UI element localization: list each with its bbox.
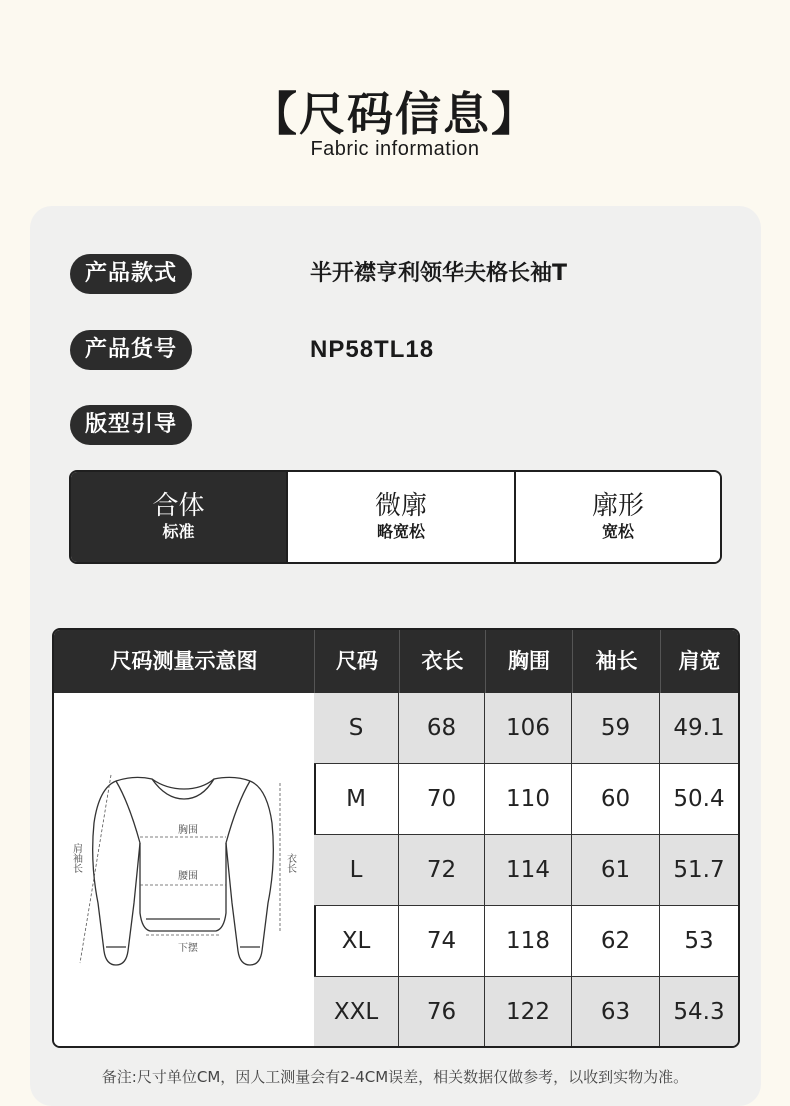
cell-length: 70: [399, 764, 485, 834]
header-chest: 胸围: [486, 630, 573, 693]
table-row: [314, 835, 738, 906]
item-number-value: NP58TL18: [310, 336, 435, 363]
cell-size: L: [314, 835, 399, 905]
hem-label: 下摆: [178, 943, 198, 954]
cell-length: 76: [399, 977, 485, 1047]
cell-length: 72: [399, 835, 485, 905]
table-row: [314, 906, 738, 977]
style-value: 半开襟亨利领华夫格长袖T: [310, 261, 568, 286]
page-subtitle: Fabric information: [310, 138, 480, 160]
cell-sleeve: 61: [572, 835, 660, 905]
page-title: 【尺码信息】: [251, 87, 539, 141]
cell-shoulder: 54.3: [673, 999, 725, 1025]
body-length-label: 衣长: [284, 853, 296, 873]
cell-chest: 118: [485, 906, 572, 976]
cell-shoulder: 53: [684, 928, 714, 954]
cell-sleeve: 63: [572, 977, 660, 1047]
left-sleeve-outline: [93, 781, 140, 965]
cell-sleeve: 60: [572, 764, 660, 834]
size-table-header: [54, 630, 738, 693]
chest-label: 胸围: [178, 825, 198, 836]
item-number-label: 产品货号: [70, 330, 192, 370]
sweatshirt-diagram: [54, 693, 312, 1046]
cell-length: 68: [399, 693, 485, 763]
size-rows: [314, 693, 738, 1047]
fit-option-title: 廓形: [591, 491, 644, 521]
style-label: 产品款式: [70, 254, 192, 294]
table-row: [314, 693, 738, 764]
cell-chest: 114: [485, 835, 572, 905]
cell-size: S: [314, 693, 399, 763]
right-sleeve-outline: [226, 781, 273, 965]
header-shoulder: 肩宽: [678, 649, 721, 673]
fit-option-oversized[interactable]: [516, 472, 720, 562]
cell-size: M: [314, 764, 399, 834]
fit-option-relaxed[interactable]: [288, 472, 516, 562]
fit-option-regular[interactable]: [71, 472, 288, 562]
fit-option-desc: 宽松: [601, 522, 634, 541]
cell-size: XL: [314, 906, 399, 976]
header-sleeve: 袖长: [573, 630, 661, 693]
cell-shoulder: 50.4: [673, 786, 725, 812]
cell-sleeve: 59: [572, 693, 660, 763]
cell-chest: 106: [485, 693, 572, 763]
cell-size: XXL: [314, 977, 399, 1047]
fit-guide-label: 版型引导: [70, 405, 192, 445]
table-row: [314, 977, 738, 1047]
fit-option-desc: 略宽松: [376, 522, 425, 541]
cell-sleeve: 62: [572, 906, 660, 976]
measurement-diagram: [54, 693, 316, 1046]
waist-label: 腰围: [178, 871, 198, 882]
fit-option-title: 合体: [152, 491, 205, 521]
size-table: [52, 628, 740, 1048]
header-length: 衣长: [400, 630, 486, 693]
header-diagram: 尺码测量示意图: [54, 630, 315, 693]
cell-chest: 122: [485, 977, 572, 1047]
cell-length: 74: [399, 906, 485, 976]
cell-chest: 110: [485, 764, 572, 834]
header-size: 尺码: [315, 630, 400, 693]
fit-option-desc: 标准: [162, 522, 195, 541]
fit-selector: [69, 470, 722, 564]
cell-shoulder: 51.7: [673, 857, 725, 883]
footnote: 备注:尺寸单位CM，因人工测量会有2-4CM误差，相关数据仅做参考，以收到实物为准。: [101, 1068, 689, 1086]
fit-option-title: 微廓: [374, 491, 427, 521]
table-row: [314, 764, 738, 835]
cell-shoulder: 49.1: [673, 715, 725, 741]
sleeve-length-label: 肩袖长: [70, 843, 82, 873]
